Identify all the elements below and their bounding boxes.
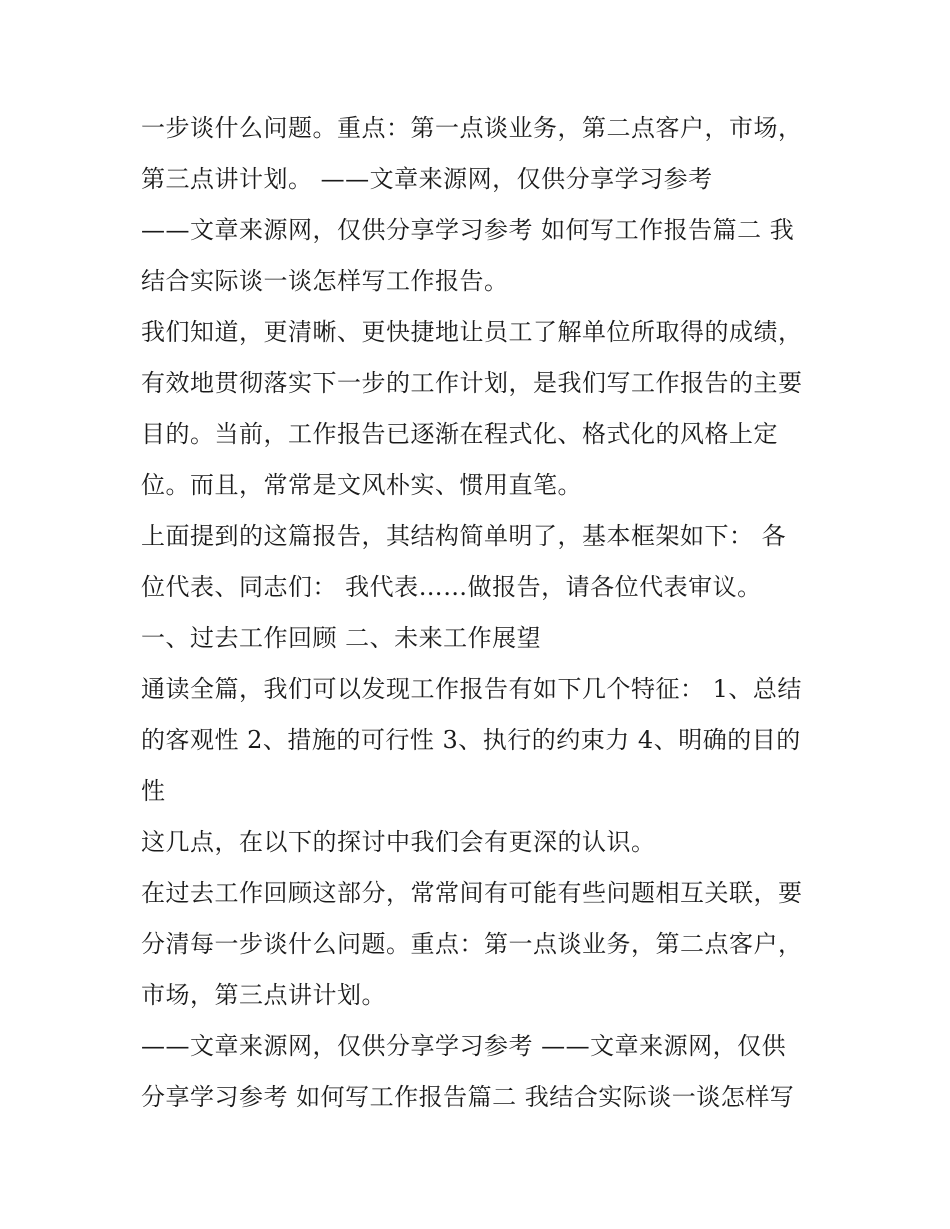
text-line: 市场，第三点讲计划。: [141, 981, 386, 1009]
text-line: ——文章来源网，仅供分享学习参考 如何写工作报告篇二 我: [141, 216, 795, 244]
text-line: 我们知道，更清晰、更快捷地让员工了解单位所取得的成绩，: [141, 318, 803, 346]
text-line: 有效地贯彻落实下一步的工作计划，是我们写工作报告的主要: [141, 369, 803, 397]
text-line: 一、过去工作回顾 二、未来工作展望: [141, 624, 542, 652]
text-line: 这几点，在以下的探讨中我们会有更深的认识。: [141, 828, 656, 856]
text-line: 在过去工作回顾这部分，常常间有可能有些问题相互关联，要: [141, 879, 803, 907]
text-line: 通读全篇，我们可以发现工作报告有如下几个特征： 1、总结: [141, 675, 802, 703]
text-line: 位代表、同志们： 我代表……做报告，请各位代表审议。: [141, 573, 762, 601]
text-line: 目的。当前，工作报告已逐渐在程式化、格式化的风格上定: [141, 420, 778, 448]
text-line: 位。而且，常常是文风朴实、惯用直笔。: [141, 471, 582, 499]
text-line: 分清每一步谈什么问题。重点：第一点谈业务，第二点客户，: [141, 930, 803, 958]
text-line: 一步谈什么问题。重点：第一点谈业务，第二点客户，市场，: [141, 114, 803, 142]
text-line: 上面提到的这篇报告，其结构简单明了，基本框架如下： 各: [141, 522, 787, 550]
text-line: 性: [141, 777, 166, 805]
text-line: ——文章来源网，仅供分享学习参考 ——文章来源网，仅供: [141, 1032, 787, 1060]
text-line: 第三点讲计划。 ——文章来源网，仅供分享学习参考: [141, 165, 713, 193]
text-line: 分享学习参考 如何写工作报告篇二 我结合实际谈一谈怎样写: [141, 1083, 795, 1111]
document-body: [141, 103, 821, 1123]
text-line: 的客观性 2、措施的可行性 3、执行的约束力 4、明确的目的: [141, 726, 801, 754]
text-line: 结合实际谈一谈怎样写工作报告。: [141, 267, 509, 295]
